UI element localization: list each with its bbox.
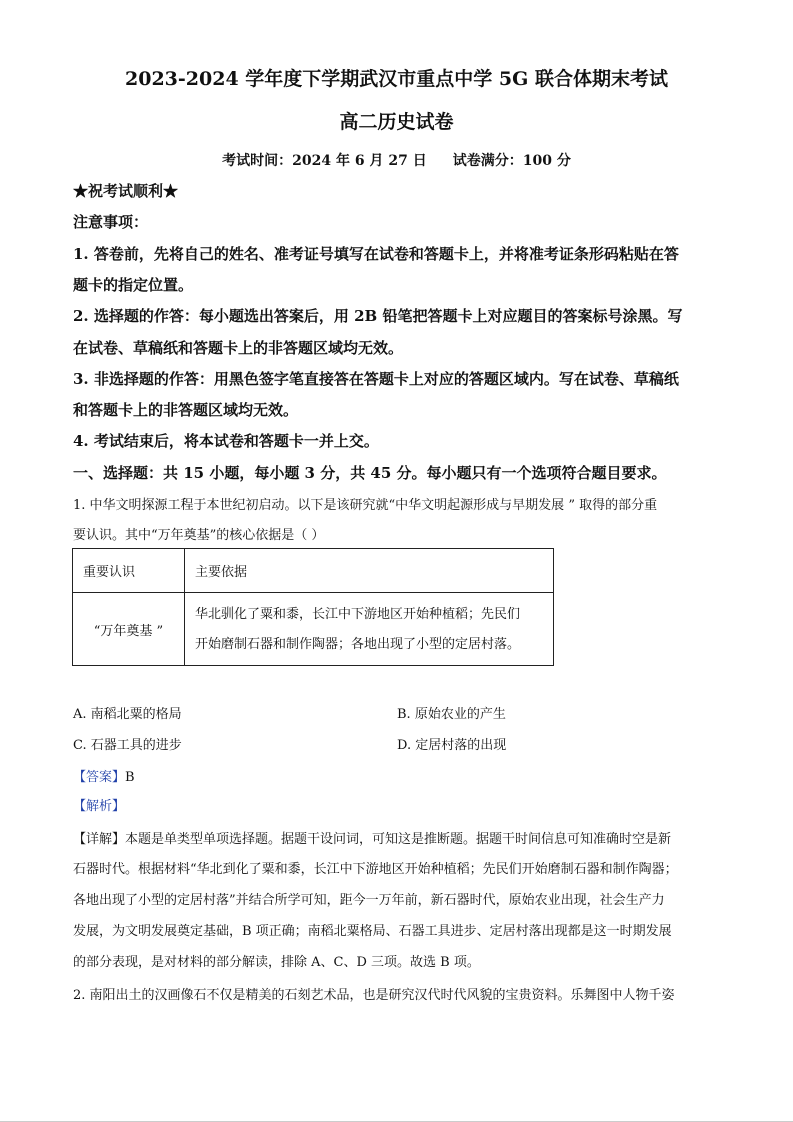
section-heading: 一、选择题：共 15 小题，每小题 3 分，共 45 分。每小题只有一个选项符合题目要求。 (73, 464, 667, 482)
exam-time: 考试时间：2024 年 6 月 27 日 (222, 153, 427, 169)
detail-line: 石器时代。根据材料“华北到化了粟和黍，长江中下游地区开始种植稻；先民们开始磨制石器和制作陶器； (73, 862, 678, 877)
answer-line (73, 766, 723, 785)
detail-line: 发展，为文明发展奠定基础，B 项正确；南稻北粟格局、石器工具进步、定居村落出现都是这一时期发展 (73, 924, 672, 939)
detail-line: 各地出现了小型的定居村落”并结合所学可知，距今一万年前，新石器时代，原始农业出现，社会生产力 (73, 893, 665, 908)
q1-table (72, 548, 554, 666)
option-b: B. 原始农业的产生 (397, 707, 506, 722)
evidence-line: 开始磨制石器和制作陶器；各地出现了小型的定居村落。 (195, 636, 521, 652)
answer-label: 【答案】 (73, 770, 126, 785)
notice-heading: 注意事项： (73, 213, 149, 231)
evidence-line: 华北驯化了粟和黍，长江中下游地区开始种植稻；先民们 (195, 606, 521, 622)
table-row (73, 593, 554, 666)
notice-line: 1. 答卷前，先将自己的姓名、准考证号填写在试卷和答题卡上，并将准考证条形码粘贴在答 (73, 245, 679, 263)
option-a: A. 南稻北粟的格局 (73, 707, 182, 722)
exam-subtitle: 高二历史试卷 (339, 111, 454, 133)
q2-stem: 2. 南阳出土的汉画像石不仅是精美的石刻艺术品，也是研究汉代时代风貌的宝贵资料。乐舞图中人物千姿 (73, 988, 675, 1003)
table-header-row (73, 549, 554, 593)
exam-meta (0, 150, 793, 170)
option-d: D. 定居村落的出现 (397, 738, 507, 753)
full-score: 试卷满分：100 分 (452, 153, 571, 169)
notice-line: 3. 非选择题的作答：用黑色签字笔直接答在答题卡上对应的答题区域内。写在试卷、草稿纸 (73, 370, 679, 388)
notice-line: 题卡的指定位置。 (73, 276, 194, 294)
notice-line: 4. 考试结束后，将本试卷和答题卡一并上交。 (73, 432, 379, 450)
exam-wish: ★祝考试顺利★ (73, 182, 179, 200)
table-header-cell: 重要认识 (73, 549, 185, 593)
analysis-label: 【解析】 (73, 799, 126, 814)
notice-line: 2. 选择题的作答：每小题选出答案后，用 2B 铅笔把答题卡上对应题目的答案标号涂黑。写 (73, 307, 683, 325)
exam-title: 2023-2024 学年度下学期武汉市重点中学 5G 联合体期末考试 (125, 68, 668, 90)
notice-line: 在试卷、草稿纸和答题卡上的非答题区域均无效。 (73, 339, 404, 357)
option-c: C. 石器工具的进步 (73, 738, 182, 753)
table-cell-key: “万年奠基 ” (73, 593, 185, 666)
table-header-cell: 主要依据 (185, 549, 554, 593)
table-cell-evidence (185, 593, 554, 666)
notice-line: 和答题卡上的非答题区域均无效。 (73, 401, 299, 419)
detail-line: 【详解】本题是单类型单项选择题。据题干设问词，可知这是推断题。据题干时间信息可知准确时空是新 (73, 832, 672, 847)
detail-line: 的部分表现，是对材料的部分解读，排除 A、C、D 三项。故选 B 项。 (73, 955, 480, 970)
answer-value: B (125, 770, 135, 785)
q1-stem-line: 要认识。其中“万年奠基”的核心依据是（ ） (73, 528, 325, 543)
q1-stem-line: 1. 中华文明探源工程于本世纪初启动。以下是该研究就“中华文明起源形成与早期发展 ” 取得的部分重 (73, 498, 658, 513)
